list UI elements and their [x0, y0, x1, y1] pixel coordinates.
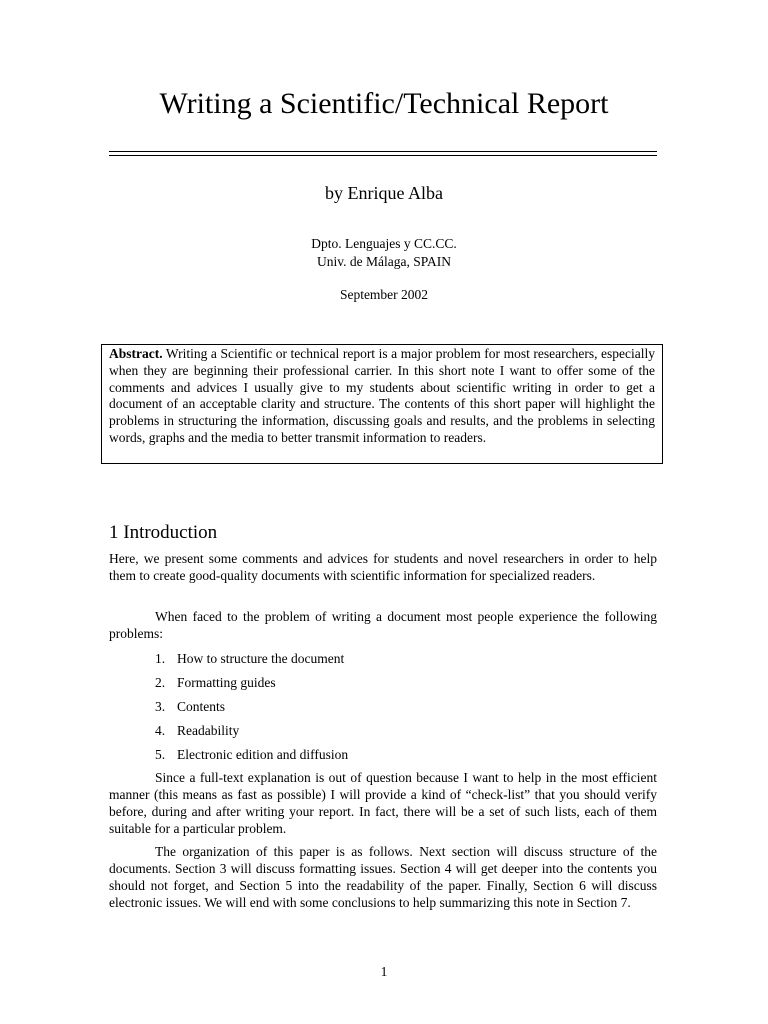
- list-item-number: 4.: [155, 723, 166, 738]
- abstract-lead: Abstract.: [109, 346, 163, 361]
- title-rule-top: [109, 151, 657, 152]
- list-item: [155, 650, 344, 667]
- abstract-box: [101, 344, 663, 464]
- author-line: by Enrique Alba: [325, 183, 443, 203]
- intro-paragraph-4: The organization of this paper is as follows. Next section will discuss structure of the documents. Section 3 will discuss formatting issues. Section 4 will get deeper into the contents you should not forget, and Section 5 into the readability of the paper. Finally, Section 6 will discuss electronic issues. We will end with some conclusions to help summarizing this note in Section 7.: [109, 844, 657, 910]
- affiliation-university: Univ. de Málaga, SPAIN: [317, 254, 451, 269]
- affiliation-department: Dpto. Lenguajes y CC.CC.: [311, 236, 457, 251]
- list-item-label: Electronic edition and diffusion: [177, 747, 349, 762]
- list-item-label: Contents: [177, 699, 226, 714]
- document-date: September 2002: [339, 287, 429, 302]
- page-number: 1: [380, 964, 388, 979]
- list-item-label: Formatting guides: [177, 675, 276, 690]
- list-item-number: 2.: [155, 675, 166, 690]
- document-title: Writing a Scientific/Technical Report: [159, 87, 609, 120]
- intro-paragraph-3: Since a full-text explanation is out of question because I want to help in the most efficient manner (this means as fast as possible) I will provide a kind of “check-list” that you should verify before, during and after writing your report. In fact, there will be a set of such lists, each of them suitable for a particular problem.: [109, 770, 657, 836]
- list-item: [155, 722, 239, 739]
- list-item: [155, 698, 225, 715]
- intro-paragraph-2: When faced to the problem of writing a document most people experience the following problems:: [109, 609, 657, 641]
- section-heading-introduction: 1 Introduction: [109, 522, 218, 543]
- list-item-label: Readability: [177, 723, 240, 738]
- list-item-number: 1.: [155, 651, 166, 666]
- list-item: [155, 746, 348, 763]
- abstract-paragraph: [109, 346, 655, 447]
- list-item-label: How to structure the document: [177, 651, 345, 666]
- list-item-number: 3.: [155, 699, 166, 714]
- list-item: [155, 674, 276, 691]
- intro-paragraph-1: Here, we present some comments and advices for students and novel researchers in order to help them to create good-quality documents with scientific information for specialized readers.: [109, 551, 657, 583]
- list-item-number: 5.: [155, 747, 166, 762]
- title-rule-bottom: [109, 155, 657, 156]
- abstract-text: Writing a Scientific or technical report is a major problem for most researchers, especially when they are beginning their professional carrier. In this short note I want to offer some of the comments and advices I usually give to my students about scientific writing in order to get a document of an acceptable clarity and structure. The contents of this short paper will highlight the problems in structuring the information, discussing goals and results, and the problems in selecting words, graphs and the media to better transmit information to readers.: [109, 346, 655, 445]
